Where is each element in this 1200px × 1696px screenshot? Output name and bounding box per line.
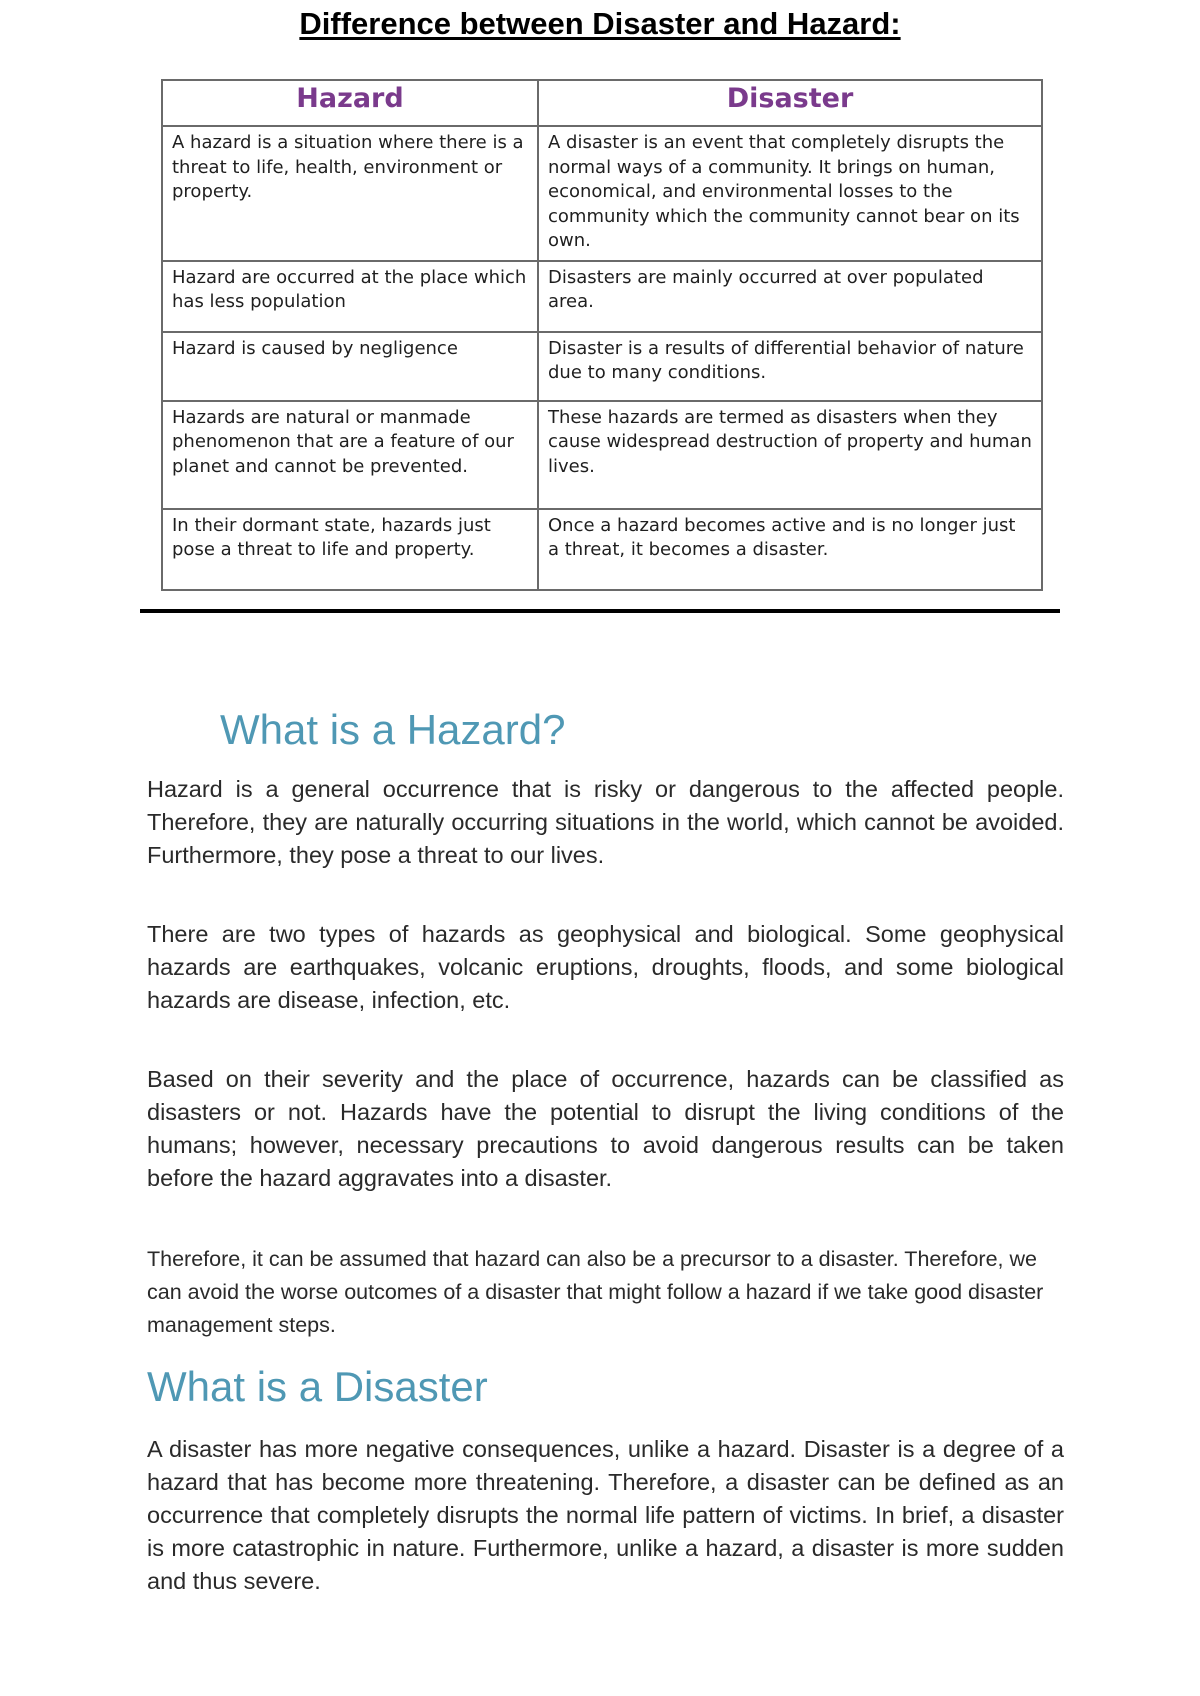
horizontal-divider <box>140 609 1060 613</box>
table-row <box>162 261 1042 332</box>
hazard-cell: Hazard is caused by negligence <box>162 332 538 401</box>
hazard-cell: Hazards are natural or manmade phenomenon that are a feature of our planet and cannot be prevented. <box>162 401 538 509</box>
table-row <box>162 126 1042 261</box>
disaster-cell: Once a hazard becomes active and is no longer just a threat, it becomes a disaster. <box>538 509 1042 590</box>
table-header-row <box>162 80 1042 126</box>
hazard-cell: Hazard are occurred at the place which has less population <box>162 261 538 332</box>
disaster-cell: A disaster is an event that completely disrupts the normal ways of a community. It brings on human, economical, and environmental losses to the community which the community cannot bear on its own. <box>538 126 1042 261</box>
hazard-paragraph: There are two types of hazards as geophysical and biological. Some geophysical hazards are earthquakes, volcanic eruptions, droughts, floods, and some biological hazards are disease, infection, etc. <box>147 921 1064 1013</box>
hazard-paragraph: Therefore, it can be assumed that hazard can also be a precursor to a disaster. Therefore, we can avoid the worse outcomes of a disaster that might follow a hazard if we take good disaster management steps. <box>147 1247 1044 1337</box>
header-disaster: Disaster <box>538 80 1042 126</box>
table-row <box>162 509 1042 590</box>
hazard-cell: In their dormant state, hazards just pose a threat to life and property. <box>162 509 538 590</box>
header-hazard: Hazard <box>162 80 538 126</box>
hazard-heading: What is a Hazard? <box>220 706 566 753</box>
hazard-paragraph: Based on their severity and the place of occurrence, hazards can be classified as disasters or not. Hazards have the potential to disrupt the living conditions of the humans; however, necessary precautions to avoid dangerous results can be taken before the hazard aggravates into a disaster. <box>147 1066 1064 1191</box>
hazard-paragraph: Hazard is a general occurrence that is risky or dangerous to the affected people. Therefore, they are naturally occurring situations in the world, which cannot be avoided. Furthermore, they pose a threat to our lives. <box>147 776 1064 868</box>
table-row <box>162 332 1042 401</box>
disaster-cell: These hazards are termed as disasters when they cause widespread destruction of property and human lives. <box>538 401 1042 509</box>
comparison-table <box>161 79 1043 591</box>
hazard-cell: A hazard is a situation where there is a threat to life, health, environment or property. <box>162 126 538 261</box>
disaster-heading: What is a Disaster <box>147 1363 488 1410</box>
disaster-cell: Disasters are mainly occurred at over populated area. <box>538 261 1042 332</box>
disaster-paragraph: A disaster has more negative consequences, unlike a hazard. Disaster is a degree of a hazard that has become more threatening. Therefore, a disaster can be defined as an occurrence that completely disrupts the normal life pattern of victims. In brief, a disaster is more catastrophic in nature. Furthermore, unlike a hazard, a disaster is more sudden and thus severe. <box>147 1436 1064 1594</box>
disaster-cell: Disaster is a results of differential behavior of nature due to many conditions. <box>538 332 1042 401</box>
page-title: Difference between Disaster and Hazard: <box>299 6 901 41</box>
table-row <box>162 401 1042 509</box>
